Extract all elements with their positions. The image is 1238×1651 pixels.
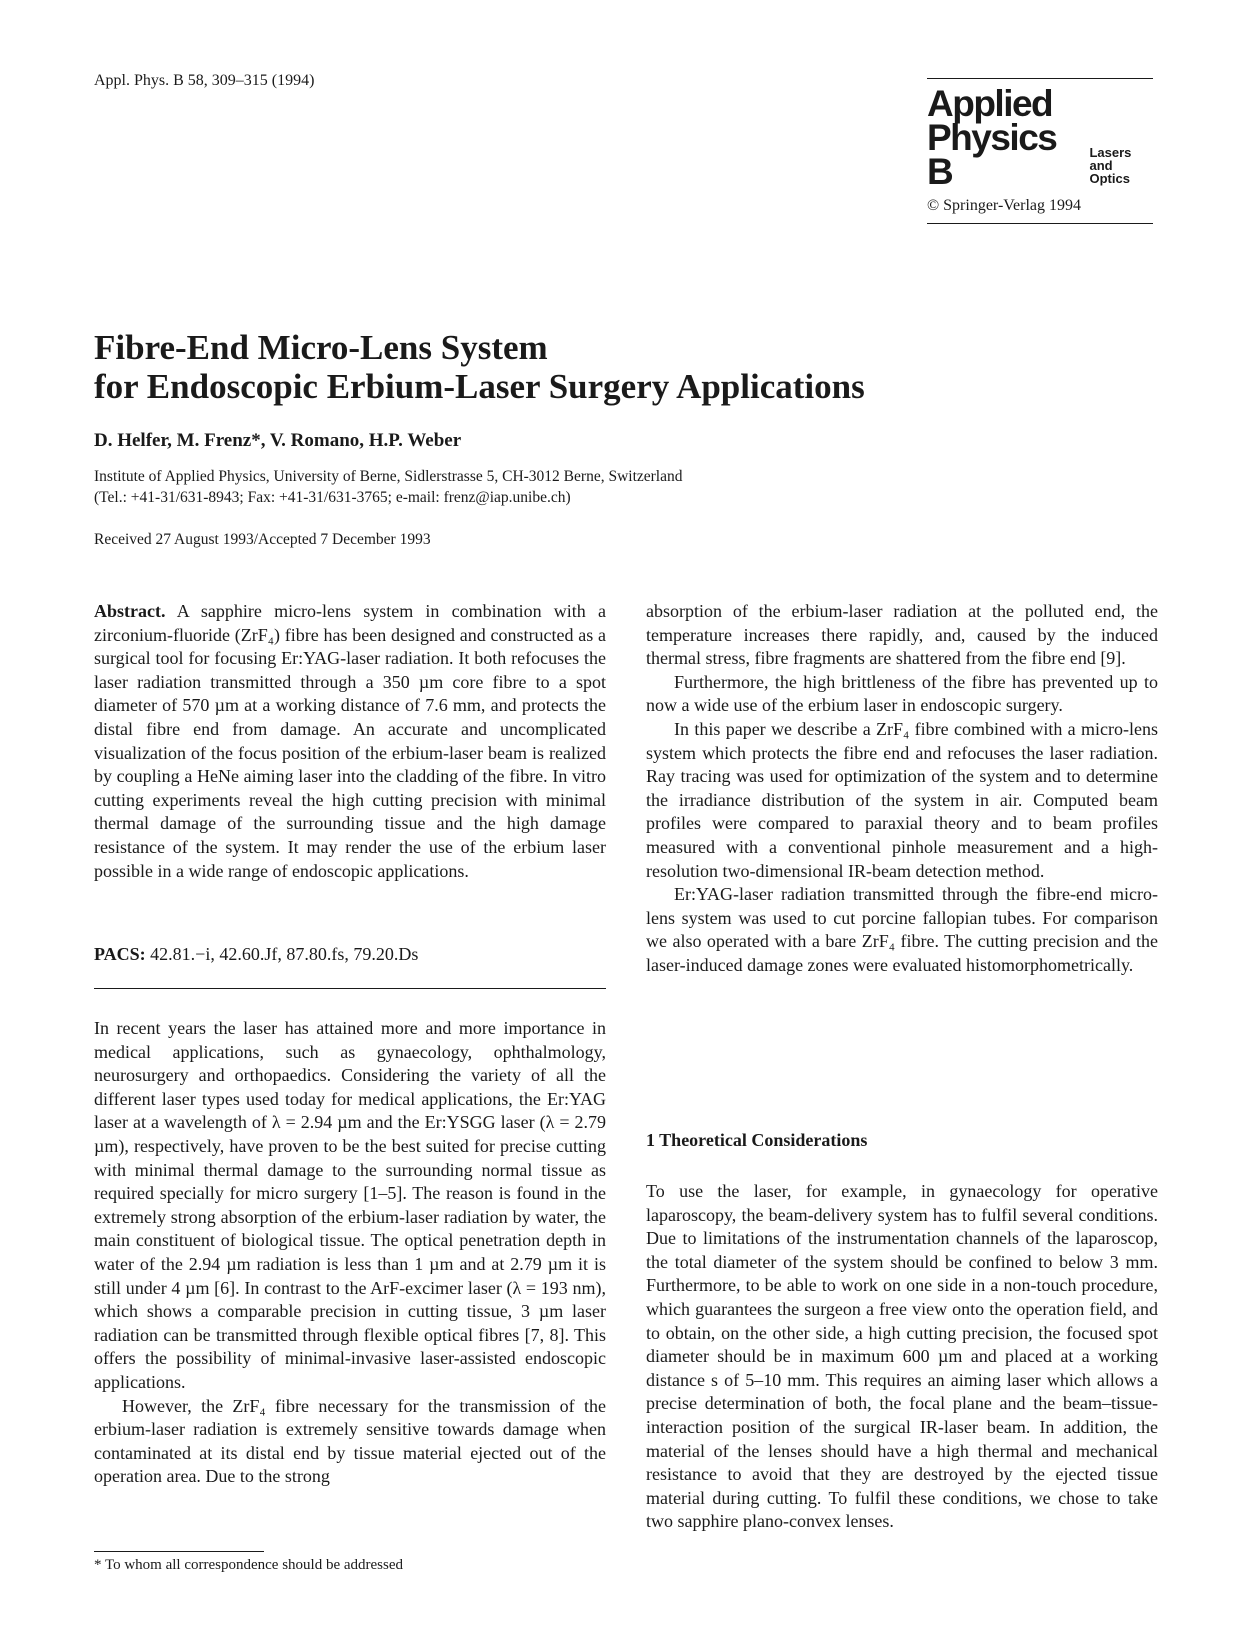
right-paragraph-4: Er:YAG-laser radiation transmitted through the fibre-end micro-lens system was used to cut porcine fallopian tubes. For comparison we also operated with a bare ZrF₄ fibre. The cutting precision and the laser-induced damage zones were evaluated histomorphometrically. (646, 884, 1158, 975)
pacs-codes (94, 944, 418, 965)
pacs-label: PACS: (94, 944, 146, 964)
pacs-values: 42.81.−i, 42.60.Jf, 87.80.fs, 79.20.Ds (150, 944, 419, 964)
title-line-1: Fibre-End Micro-Lens System (94, 328, 548, 367)
author-list: D. Helfer, M. Frenz*, V. Romano, H.P. Weber (94, 430, 462, 451)
abstract-label: Abstract. (94, 601, 166, 621)
abstract-divider (94, 988, 606, 989)
title-line-2: for Endoscopic Erbium-Laser Surgery Applications (94, 367, 865, 406)
logo-sub-optics: and Optics (1089, 158, 1130, 186)
affiliation (94, 466, 682, 508)
abstract-paragraph (94, 600, 606, 883)
abstract-text: A sapphire micro-lens system in combination with a zirconium-fluoride (ZrF₄) fibre has been designed and constructed as a surgical tool for focusing Er:YAG-laser radiation. It both refocuses the laser radiation transmitted through a 350 µm core fibre to a spot diameter of 570 µm at a working distance of 7.6 mm, and protects the distal fibre end from damage. An accurate and uncomplicated visualization of the focus position of the erbium-laser beam is realized by coupling a HeNe aiming laser into the cladding of the fibre. In vitro cutting experiments reveal the high cutting precision with minimal thermal damage of the surrounding tissue and the high damage resistance of the system. It may render the use of the erbium laser possible in a wide range of endoscopic applications. (94, 601, 606, 881)
affiliation-line-1: Institute of Applied Physics, University of Berne, Sidlerstrasse 5, CH-3012 Berne, Switzerland (94, 468, 683, 485)
journal-citation: Appl. Phys. B 58, 309–315 (1994) (94, 72, 315, 89)
logo-physics-b-text: Physics B (927, 117, 1057, 192)
logo-subtitle (1089, 146, 1153, 185)
intro-paragraph-2: However, the ZrF₄ fibre necessary for the transmission of the erbium-laser radiation is extremely sensitive towards damage when contaminated at its distal end by tissue material ejected out of the operation area. Due to the strong (94, 1395, 606, 1487)
logo-top-rule (927, 78, 1153, 79)
article-title (94, 328, 865, 406)
logo-applied: Applied (927, 83, 1053, 124)
intro-paragraph-1: In recent years the laser has attained more and more importance in medical applications, such as gynaecology, ophthalmology, neurosurgery and orthopaedics. Considering the variety of all the different laser types used today for medical applications, the Er:YAG laser at a wavelength of λ = 2.94 µm and the Er:YSGG laser (λ = 2.79 µm), respectively, have proven to be the best suited for precise cutting with minimal thermal damage to the surrounding normal tissue as required specially for micro surgery [1–5]. The reason is found in the extremely strong absorption of the erbium-laser radiation by water, the main constituent of biological tissue. The optical penetration depth in water of the 2.94 µm radiation is less than 1 µm and at 2.79 µm it is still under 4 µm [6]. In contrast to the ArF-excimer laser (λ = 193 nm), which shows a comparable precision in cutting tissue, 3 µm laser radiation can be transmitted through flexible optical fibres [7, 8]. This offers the possibility of minimal-invasive laser-assisted endoscopic applications. (94, 1018, 606, 1392)
footnote-rule (94, 1551, 264, 1552)
right-paragraph-3: In this paper we describe a ZrF₄ fibre combined with a micro-lens system which protects the fibre end and refocuses the laser radiation. Ray tracing was used for optimization of the system and to determine the irradiance distribution of the system in air. Computed beam profiles were compared to paraxial theory and to beam profiles measured with a conventional pinhole measurement and a high-resolution two-dimensional IR-beam detection method. (646, 718, 1158, 881)
section-1-body (646, 1180, 1158, 1534)
logo-bottom-rule (927, 223, 1153, 224)
right-column-intro (646, 600, 1158, 978)
copyright-notice: © Springer-Verlag 1994 (927, 197, 1082, 214)
abstract-block (94, 600, 606, 883)
received-dates: Received 27 August 1993/Accepted 7 December 1993 (94, 531, 431, 548)
logo-physics-b (927, 117, 1153, 192)
affiliation-line-2: (Tel.: +41-31/631-8943; Fax: +41-31/631-3765; e-mail: frenz@iap.unibe.ch) (94, 489, 571, 506)
footnote: * To whom all correspondence should be addressed (94, 1557, 404, 1573)
right-paragraph-2: Furthermore, the high brittleness of the fibre has prevented up to now a wide use of the erbium laser in endoscopic surgery. (646, 671, 1158, 716)
right-paragraph-1: absorption of the erbium-laser radiation at the polluted end, the temperature increases there rapidly, and, caused by the induced thermal stress, fibre fragments are shattered from the fibre end [9]. (646, 601, 1158, 669)
journal-logo (927, 78, 1153, 224)
logo-sub-lasers: Lasers (1089, 145, 1132, 160)
section-heading-1: 1 Theoretical Considerations (646, 1130, 868, 1150)
section-1-paragraph-1: To use the laser, for example, in gynaecology for operative laparoscopy, the beam-delivery system has to fulfil several conditions. Due to limitations of the instrumentation channels of the laparoscop, the total diameter of the system should be confined to below 3 mm. Furthermore, to be able to work on one side in a non-touch procedure, which guarantees the surgeon a free view onto the operation field, and to obtain, on the other side, a high cutting precision, the focused spot diameter should be in maximum 600 µm and placed at a working distance s of 5–10 mm. This requires an aiming laser which allows a precise determination of both, the focal plane and the beam–tissue-interaction position of the surgical IR-laser beam. In addition, the material of the lenses should have a high thermal and mechanical resistance to avoid that they are destroyed by the ejected tissue material during cutting. To fulfil these conditions, we chose to take two sapphire plano-convex lenses. (646, 1181, 1158, 1532)
introduction (94, 1017, 606, 1489)
